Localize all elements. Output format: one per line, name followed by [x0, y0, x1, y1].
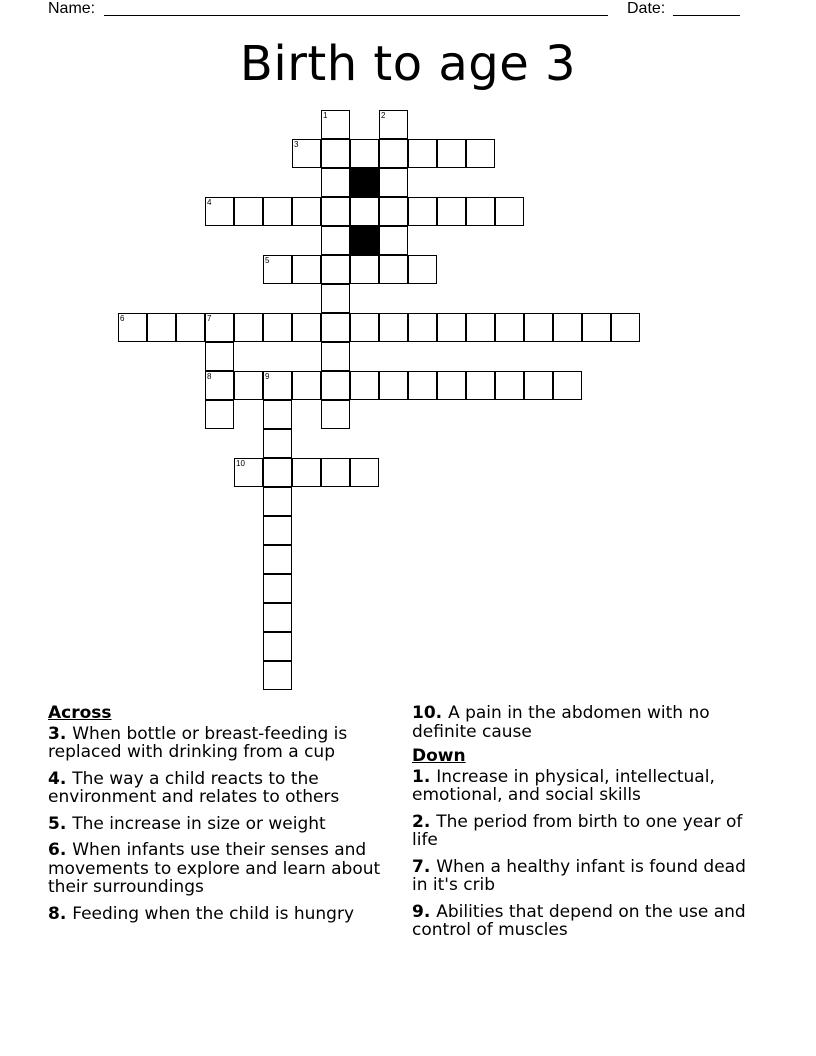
clue-number: 1: [412, 766, 424, 787]
grid-cell[interactable]: [321, 400, 350, 429]
grid-cell[interactable]: [321, 284, 350, 313]
grid-cell[interactable]: [176, 313, 205, 342]
grid-cell[interactable]: [408, 197, 437, 226]
grid-cell[interactable]: [524, 313, 553, 342]
grid-cell[interactable]: [466, 139, 495, 168]
cell-number: 8: [207, 372, 212, 381]
grid-cell[interactable]: [263, 487, 292, 516]
grid-cell[interactable]: [205, 313, 234, 342]
grid-cell[interactable]: [495, 313, 524, 342]
clue-down-1: 1. Increase in physical, intellectual, emotional, and social skills: [412, 766, 715, 805]
grid-cell[interactable]: [234, 313, 263, 342]
grid-block-cell: [350, 168, 379, 197]
grid-cell[interactable]: [553, 371, 582, 400]
grid-cell[interactable]: [379, 197, 408, 226]
clue-down-9: 9. Abilities that depend on the use and control of muscles: [412, 901, 746, 940]
grid-cell[interactable]: [553, 313, 582, 342]
date-label: Date:: [627, 0, 666, 17]
header: [0, 0, 816, 20]
clue-number: 8: [48, 903, 60, 924]
grid-cell[interactable]: [205, 400, 234, 429]
grid-cell[interactable]: [495, 197, 524, 226]
grid-cell[interactable]: [321, 342, 350, 371]
grid-cell[interactable]: [321, 168, 350, 197]
grid-cell[interactable]: [234, 458, 263, 487]
grid-cell[interactable]: [379, 168, 408, 197]
grid-cell[interactable]: [321, 139, 350, 168]
grid-cell[interactable]: [263, 458, 292, 487]
grid-cell[interactable]: [321, 458, 350, 487]
grid-cell[interactable]: [263, 197, 292, 226]
grid-cell[interactable]: [205, 371, 234, 400]
grid-cell[interactable]: [321, 110, 350, 139]
grid-cell[interactable]: [292, 139, 321, 168]
grid-cell[interactable]: [350, 458, 379, 487]
grid-cell[interactable]: [234, 197, 263, 226]
grid-cell[interactable]: [263, 603, 292, 632]
grid-cell[interactable]: [379, 371, 408, 400]
grid-cell[interactable]: [292, 458, 321, 487]
cell-number: 3: [294, 140, 299, 149]
grid-cell[interactable]: [263, 661, 292, 690]
grid-cell[interactable]: [321, 226, 350, 255]
grid-cell[interactable]: [321, 313, 350, 342]
cell-number: 1: [323, 111, 328, 120]
grid-cell[interactable]: [350, 139, 379, 168]
grid-cell[interactable]: [263, 313, 292, 342]
grid-cell[interactable]: [350, 371, 379, 400]
grid-cell[interactable]: [379, 139, 408, 168]
clue-across-3: 3. When bottle or breast-feeding is replaced with drinking from a cup: [48, 723, 348, 762]
clue-number: 9: [412, 901, 424, 922]
grid-cell[interactable]: [408, 255, 437, 284]
across-heading: Across: [48, 703, 112, 723]
clue-text: When infants use their senses and movements to explore and learn about their surroundings: [48, 840, 381, 897]
grid-cell[interactable]: [495, 371, 524, 400]
grid-cell[interactable]: [263, 255, 292, 284]
grid-cell[interactable]: [379, 255, 408, 284]
grid-block-cell: [350, 226, 379, 255]
grid-cell[interactable]: [582, 313, 611, 342]
grid-cell[interactable]: [611, 313, 640, 342]
grid-cell[interactable]: [263, 371, 292, 400]
grid-cell[interactable]: [263, 574, 292, 603]
grid-cell[interactable]: [263, 632, 292, 661]
grid-cell[interactable]: [321, 197, 350, 226]
cell-number: 2: [381, 111, 386, 120]
grid-cell[interactable]: [263, 545, 292, 574]
clue-text: Increase in physical, intellectual, emotional, and social skills: [412, 766, 715, 805]
grid-cell[interactable]: [350, 197, 379, 226]
grid-cell[interactable]: [379, 226, 408, 255]
page-title: Birth to age 3: [239, 36, 577, 92]
grid-cell[interactable]: [147, 313, 176, 342]
grid-cell[interactable]: [437, 371, 466, 400]
clue-text: A pain in the abdomen with no definite cause: [412, 703, 710, 742]
clue-down-2: 2. The period from birth to one year of life: [412, 811, 743, 850]
grid-cell[interactable]: [524, 371, 553, 400]
clue-number: 3: [48, 723, 60, 744]
grid-cell[interactable]: [379, 313, 408, 342]
cell-number: 10: [236, 459, 245, 468]
grid-cell[interactable]: [205, 342, 234, 371]
clue-across-4: 4. The way a child reacts to the environment and relates to others: [48, 768, 340, 807]
grid-cell[interactable]: [466, 313, 495, 342]
cell-number: 6: [120, 314, 125, 323]
grid-cell[interactable]: [466, 371, 495, 400]
cell-number: 4: [207, 198, 212, 207]
grid-cell[interactable]: [408, 139, 437, 168]
clue-text: Abilities that depend on the use and control of muscles: [412, 901, 746, 940]
clue-across-8: 8. Feeding when the child is hungry: [48, 903, 355, 924]
grid-cell[interactable]: [350, 255, 379, 284]
name-field-line[interactable]: [104, 15, 608, 16]
grid-cell[interactable]: [263, 516, 292, 545]
clue-text: When a healthy infant is found dead in it's crib: [412, 856, 746, 895]
name-label: Name:: [48, 0, 96, 17]
grid-cell[interactable]: [466, 197, 495, 226]
clue-number: 6: [48, 840, 60, 860]
grid-cell[interactable]: [437, 313, 466, 342]
grid-cell[interactable]: [292, 371, 321, 400]
clue-across-10: 10. A pain in the abdomen with no definite cause: [412, 703, 710, 742]
date-field-line[interactable]: [673, 15, 740, 16]
clue-number: 5: [48, 813, 60, 834]
clue-text: The period from birth to one year of life: [412, 811, 743, 850]
grid-cell[interactable]: [205, 197, 234, 226]
clues-left-column: [48, 704, 398, 931]
cell-number: 5: [265, 256, 270, 265]
grid-cell[interactable]: [263, 400, 292, 429]
grid-cell[interactable]: [408, 371, 437, 400]
clue-text: When bottle or breast-feeding is replaced with drinking from a cup: [48, 723, 348, 762]
grid-cell[interactable]: [321, 255, 350, 284]
clues-right-column: [412, 704, 762, 948]
clue-across-6: 6. When infants use their senses and movements to explore and learn about their surroundings: [48, 840, 381, 897]
clue-text: The increase in size or weight: [72, 813, 326, 834]
clue-number: 10: [412, 703, 436, 723]
grid-cell[interactable]: [292, 255, 321, 284]
grid-cell[interactable]: [263, 429, 292, 458]
grid-cell[interactable]: [321, 371, 350, 400]
grid-cell[interactable]: [118, 313, 147, 342]
grid-cell[interactable]: [437, 197, 466, 226]
grid-cell[interactable]: [379, 110, 408, 139]
clue-text: The way a child reacts to the environment and relates to others: [48, 768, 340, 807]
grid-cell[interactable]: [408, 313, 437, 342]
clue-number: 2: [412, 811, 424, 832]
down-heading: Down: [412, 746, 466, 766]
clue-across-5: 5. The increase in size or weight: [48, 813, 326, 834]
grid-cell[interactable]: [292, 197, 321, 226]
clue-number: 7: [412, 856, 424, 877]
clue-down-7: 7. When a healthy infant is found dead in it's crib: [412, 856, 746, 895]
cell-number: 9: [265, 372, 270, 381]
grid-cell[interactable]: [292, 313, 321, 342]
grid-cell[interactable]: [234, 371, 263, 400]
cell-number: 7: [207, 314, 212, 323]
grid-cell[interactable]: [350, 313, 379, 342]
grid-cell[interactable]: [437, 139, 466, 168]
clue-number: 4: [48, 768, 60, 789]
clue-text: Feeding when the child is hungry: [72, 903, 355, 924]
